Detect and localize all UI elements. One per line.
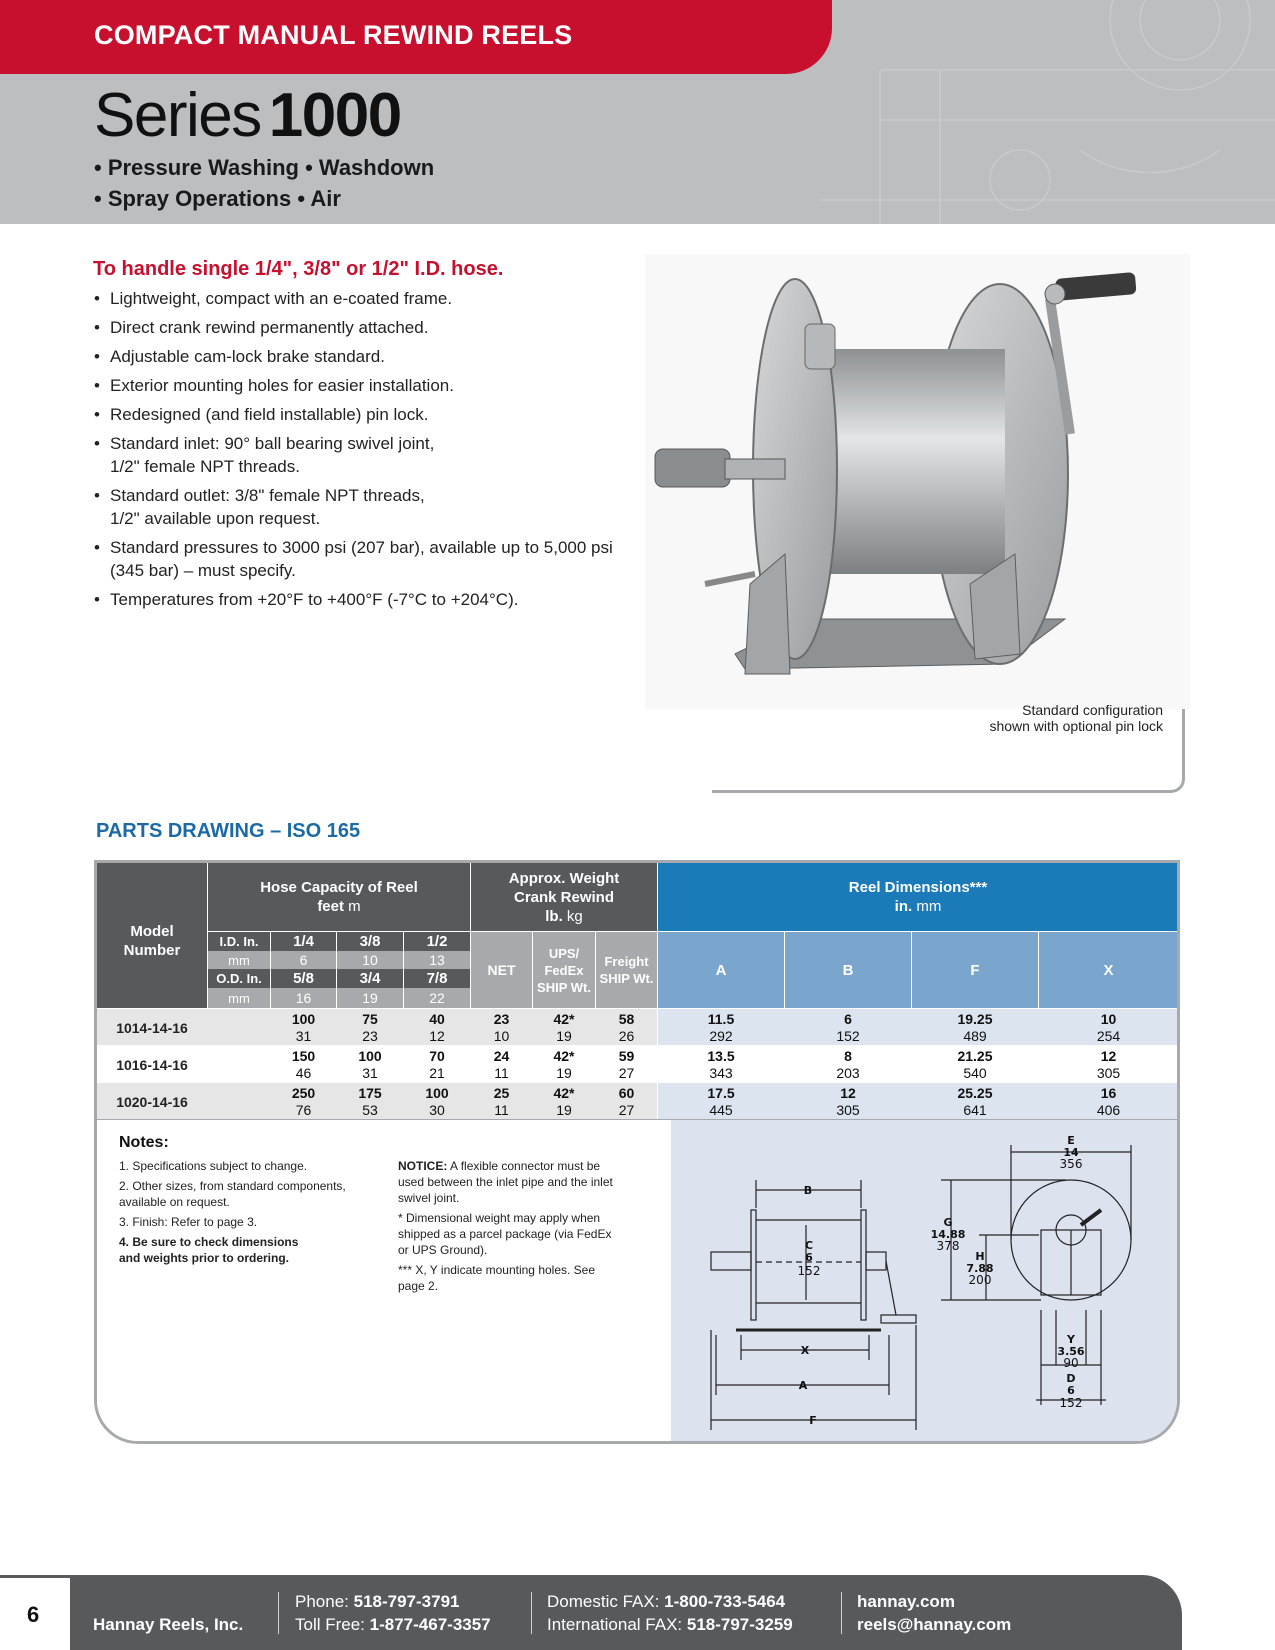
value-metric: 19 bbox=[556, 1027, 572, 1044]
value-metric: 305 bbox=[836, 1101, 860, 1118]
dimension-drawing-svg bbox=[671, 1120, 1180, 1444]
notes-right-column bbox=[398, 1158, 623, 1294]
value-imperial: 25 bbox=[493, 1084, 510, 1101]
hose-capacity-cell bbox=[404, 1046, 470, 1083]
dim-label-c: C bbox=[804, 1239, 814, 1252]
model-number-cell: 1016-14-16 bbox=[116, 1056, 188, 1073]
weight-cell bbox=[471, 1083, 532, 1120]
features-list bbox=[94, 287, 634, 617]
value-imperial: 13.5 bbox=[707, 1047, 735, 1064]
value-metric: 10 bbox=[493, 1027, 510, 1044]
dim-col-header: B bbox=[785, 932, 911, 1008]
value-imperial: 100 bbox=[425, 1084, 449, 1101]
feature-item: • Temperatures from +20°F to +400°F (-7°C to +204°C). bbox=[94, 588, 634, 611]
banner-title: COMPACT MANUAL REWIND REELS bbox=[94, 20, 573, 50]
hose-id-in: 3/8 bbox=[337, 932, 403, 951]
tollfree-line bbox=[295, 1615, 491, 1635]
dimension-cell bbox=[1039, 1046, 1178, 1083]
footer-bar bbox=[0, 1575, 1182, 1650]
hose-od-mm: 22 bbox=[404, 988, 470, 1008]
model-number-header bbox=[97, 863, 207, 1008]
id-in-label: I.D. In. bbox=[208, 932, 270, 951]
net-weight-header: NET bbox=[471, 932, 532, 1008]
value-imperial: 100 bbox=[358, 1047, 382, 1064]
dim-label-b: B bbox=[803, 1184, 813, 1197]
dimension-cell bbox=[1039, 1009, 1178, 1046]
hose-od-in: 7/8 bbox=[404, 969, 470, 988]
international-fax-label: International FAX: bbox=[547, 1615, 683, 1634]
weight-cell bbox=[533, 1083, 595, 1120]
dim-label-h: H bbox=[975, 1250, 985, 1263]
feature-item: • Exterior mounting holes for easier installation. bbox=[94, 374, 634, 397]
domestic-fax-number: 1-800-733-5464 bbox=[664, 1592, 786, 1611]
hose-capacity-cell bbox=[337, 1009, 403, 1046]
notes-area bbox=[97, 1120, 671, 1444]
company-name: Hannay Reels, Inc. bbox=[93, 1615, 244, 1634]
dim-units bbox=[895, 897, 942, 916]
feature-item: • Lightweight, compact with an e-coated frame. bbox=[94, 287, 634, 310]
hose-id-mm: 10 bbox=[337, 951, 403, 969]
caption-line-1: Standard configuration bbox=[1022, 702, 1163, 718]
model-number-cell: 1020-14-16 bbox=[116, 1093, 188, 1110]
weight-cell bbox=[596, 1009, 657, 1046]
value-metric: 19 bbox=[556, 1064, 572, 1081]
dimension-cell bbox=[785, 1009, 911, 1046]
value-imperial: 6 bbox=[844, 1010, 852, 1027]
weight-cell bbox=[471, 1009, 532, 1046]
feature-item: • Standard pressures to 3000 psi (207 bar), available up to 5,000 psi (345 bar) – must specify. bbox=[94, 536, 620, 582]
value-imperial: 42* bbox=[553, 1047, 575, 1064]
value-metric: 203 bbox=[836, 1064, 860, 1081]
value-imperial: 25.25 bbox=[957, 1084, 993, 1101]
dim-label-g-mm: 378 bbox=[936, 1239, 960, 1253]
phone-line bbox=[295, 1592, 460, 1612]
value-metric: 31 bbox=[295, 1027, 312, 1044]
model-header-text: Model Number bbox=[123, 922, 181, 959]
dim-label-d: D bbox=[1066, 1372, 1076, 1385]
dim-label-y-in: 3.56 bbox=[1057, 1345, 1085, 1358]
value-imperial: 23 bbox=[493, 1010, 510, 1027]
dim-label-d-mm: 152 bbox=[1059, 1396, 1083, 1410]
value-imperial: 10 bbox=[1100, 1010, 1117, 1027]
tollfree-label: Toll Free: bbox=[295, 1615, 365, 1634]
tollfree-number[interactable]: 1-877-467-3357 bbox=[369, 1615, 491, 1634]
weight-header bbox=[471, 863, 657, 931]
value-imperial: 11.5 bbox=[707, 1010, 735, 1027]
value-metric: 31 bbox=[362, 1064, 378, 1081]
dim-label-f: F bbox=[809, 1414, 817, 1427]
value-metric: 305 bbox=[1096, 1064, 1121, 1081]
model-number-cell: 1014-14-16 bbox=[116, 1019, 188, 1036]
value-metric: 152 bbox=[836, 1027, 860, 1044]
page-number: 6 bbox=[27, 1602, 40, 1627]
value-metric: 11 bbox=[494, 1101, 509, 1118]
dim-label-c-mm: 152 bbox=[797, 1264, 821, 1278]
value-metric: 292 bbox=[709, 1027, 733, 1044]
domestic-fax-label: Domestic FAX: bbox=[547, 1592, 660, 1611]
value-metric: 406 bbox=[1096, 1101, 1121, 1118]
reel-dimensions-header bbox=[658, 863, 1178, 931]
hose-capacity-cell bbox=[337, 1083, 403, 1120]
hose-capacity-cell bbox=[337, 1046, 403, 1083]
dimension-cell bbox=[1039, 1083, 1178, 1120]
notice-label: NOTICE: bbox=[398, 1159, 448, 1173]
value-metric: 254 bbox=[1096, 1027, 1121, 1044]
value-metric: 19 bbox=[556, 1101, 572, 1118]
value-metric: 27 bbox=[618, 1064, 635, 1081]
value-metric: 540 bbox=[963, 1064, 987, 1081]
dim-label-g: G bbox=[943, 1216, 953, 1229]
dim-label-d-in: 6 bbox=[1067, 1384, 1075, 1397]
value-imperial: 42* bbox=[553, 1084, 575, 1101]
hose-units bbox=[317, 897, 360, 916]
footer-divider bbox=[531, 1592, 532, 1634]
dim-label-e-in: 14 bbox=[1063, 1146, 1079, 1159]
value-metric: 27 bbox=[618, 1101, 635, 1118]
value-imperial: 150 bbox=[291, 1047, 316, 1064]
reel-product-photo bbox=[645, 254, 1190, 709]
phone-number[interactable]: 518-797-3791 bbox=[353, 1592, 460, 1611]
value-imperial: 16 bbox=[1100, 1084, 1117, 1101]
value-imperial: 75 bbox=[362, 1010, 378, 1027]
applications-line-1: • Pressure Washing • Washdown bbox=[94, 155, 435, 180]
value-imperial: 59 bbox=[618, 1047, 635, 1064]
dim-col-header: F bbox=[912, 932, 1038, 1008]
value-metric: 46 bbox=[295, 1064, 312, 1081]
value-metric: 21 bbox=[429, 1064, 445, 1081]
dimension-drawing bbox=[671, 1120, 1180, 1444]
series-word: Series bbox=[94, 81, 261, 150]
specs-panel bbox=[94, 860, 1180, 1444]
dimension-cell bbox=[912, 1046, 1038, 1083]
weight-units-lb: lb. bbox=[545, 907, 563, 925]
dimension-cell bbox=[785, 1083, 911, 1120]
dim-label-y: Y bbox=[1067, 1333, 1075, 1346]
value-imperial: 42* bbox=[553, 1010, 575, 1027]
value-metric: 23 bbox=[362, 1027, 378, 1044]
reel-sketch-background bbox=[820, 0, 1275, 224]
dimension-cell bbox=[658, 1009, 784, 1046]
value-metric: 53 bbox=[362, 1101, 378, 1118]
weight-units-kg: kg bbox=[566, 907, 583, 925]
dim-weight-note: * Dimensional weight may apply when shipped as a parcel package (via FedEx or UPS Ground). bbox=[398, 1211, 612, 1257]
hose-capacity-cell bbox=[271, 1046, 336, 1083]
weight-cell bbox=[533, 1009, 595, 1046]
notice bbox=[398, 1158, 623, 1206]
dim-col-header: X bbox=[1039, 932, 1178, 1008]
international-fax-number: 518-797-3259 bbox=[686, 1615, 793, 1634]
value-imperial: 40 bbox=[429, 1010, 445, 1027]
dimension-cell bbox=[658, 1083, 784, 1120]
hose-od-in: 3/4 bbox=[337, 969, 403, 988]
od-mm-label: mm bbox=[208, 988, 270, 1008]
note-item: 1. Specifications subject to change. bbox=[119, 1159, 308, 1173]
value-metric: 343 bbox=[709, 1064, 733, 1081]
note-item: 2. Other sizes, from standard components, available on request. bbox=[119, 1179, 346, 1209]
dim-label-h-in: 7.88 bbox=[966, 1262, 994, 1275]
note-item: 4. Be sure to check dimensions and weights prior to ordering. bbox=[119, 1235, 299, 1265]
value-metric: 489 bbox=[963, 1027, 987, 1044]
domestic-fax-line bbox=[547, 1592, 785, 1612]
hose-id-in: 1/2 bbox=[404, 932, 470, 951]
hose-id-mm: 13 bbox=[404, 951, 470, 969]
hose-capacity-cell bbox=[404, 1083, 470, 1120]
hose-id-in: 1/4 bbox=[271, 932, 336, 951]
international-fax-line bbox=[547, 1615, 793, 1635]
value-imperial: 70 bbox=[429, 1047, 445, 1064]
hose-units-m: m bbox=[348, 898, 361, 915]
hose-capacity-cell bbox=[271, 1083, 336, 1120]
footer-divider bbox=[278, 1592, 279, 1634]
feature-item: • Redesigned (and field installable) pin lock. bbox=[94, 403, 634, 426]
value-imperial: 17.5 bbox=[707, 1084, 735, 1101]
hose-capacity-cell bbox=[271, 1009, 336, 1046]
value-metric: 11 bbox=[494, 1064, 509, 1081]
weight-cell bbox=[596, 1046, 657, 1083]
series-number: 1000 bbox=[268, 81, 401, 150]
dimension-cell bbox=[912, 1009, 1038, 1046]
ups-weight-header: UPS/ FedEx SHIP Wt. bbox=[533, 932, 595, 1008]
od-in-label: O.D. In. bbox=[208, 969, 270, 988]
dimension-cell bbox=[785, 1046, 911, 1083]
value-imperial: 60 bbox=[618, 1084, 635, 1101]
feature-item: • Adjustable cam-lock brake standard. bbox=[94, 345, 634, 368]
photo-caption bbox=[860, 702, 1163, 734]
value-imperial: 58 bbox=[618, 1010, 635, 1027]
value-imperial: 21.25 bbox=[957, 1047, 993, 1064]
mounting-holes-note: *** X, Y indicate mounting holes. See page 2. bbox=[398, 1263, 596, 1293]
series-title bbox=[94, 80, 401, 151]
dim-label-g-in: 14.88 bbox=[930, 1228, 966, 1241]
weight-cell bbox=[471, 1046, 532, 1083]
footer-divider bbox=[841, 1592, 842, 1634]
value-metric: 12 bbox=[429, 1027, 445, 1044]
feature-item: • Standard outlet: 3/8" female NPT threads, 1/2" available upon request. bbox=[94, 484, 450, 530]
features-heading: To handle single 1/4", 3/8" or 1/2" I.D. hose. bbox=[93, 258, 504, 280]
dim-label-x: X bbox=[800, 1344, 810, 1357]
value-imperial: 19.25 bbox=[957, 1010, 993, 1027]
hose-od-mm: 19 bbox=[337, 988, 403, 1008]
hose-od-mm: 16 bbox=[271, 988, 336, 1008]
feature-item: • Standard inlet: 90° ball bearing swivel joint, 1/2" female NPT threads. bbox=[94, 432, 450, 478]
caption-line-2: shown with optional pin lock bbox=[989, 718, 1163, 734]
hose-units-ft: feet bbox=[317, 898, 344, 915]
dim-units-in: in. bbox=[894, 898, 913, 915]
value-metric: 76 bbox=[295, 1101, 312, 1118]
weight-header-text: Approx. Weight bbox=[508, 869, 620, 887]
hose-capacity-header bbox=[208, 863, 470, 931]
dim-header-text: Reel Dimensions*** bbox=[848, 879, 988, 896]
email-link[interactable]: reels@hannay.com bbox=[857, 1615, 1012, 1634]
value-imperial: 100 bbox=[291, 1010, 316, 1027]
value-imperial: 24 bbox=[493, 1047, 510, 1064]
notice-text: A flexible connector must be used between the inlet pipe and the inlet swivel joint. bbox=[398, 1159, 613, 1205]
phone-label: Phone: bbox=[295, 1592, 349, 1611]
dimension-cell bbox=[912, 1083, 1038, 1120]
weight-units bbox=[545, 907, 583, 926]
dim-label-e-mm: 356 bbox=[1059, 1157, 1083, 1171]
value-imperial: 8 bbox=[844, 1047, 852, 1064]
value-imperial: 250 bbox=[291, 1084, 316, 1101]
value-metric: 445 bbox=[709, 1101, 733, 1118]
hose-od-in: 5/8 bbox=[271, 969, 336, 988]
hose-capacity-cell bbox=[404, 1009, 470, 1046]
value-imperial: 12 bbox=[1100, 1047, 1117, 1064]
website-link[interactable]: hannay.com bbox=[857, 1592, 955, 1611]
id-mm-label: mm bbox=[208, 951, 270, 969]
value-metric: 30 bbox=[429, 1101, 445, 1118]
parts-drawing-heading: PARTS DRAWING – ISO 165 bbox=[96, 820, 361, 842]
dimension-cell bbox=[658, 1046, 784, 1083]
dim-label-y-mm: 90 bbox=[1063, 1356, 1079, 1370]
dim-units-mm: mm bbox=[916, 898, 942, 915]
hose-id-mm: 6 bbox=[271, 951, 336, 969]
notes-list bbox=[119, 1158, 359, 1266]
weight-cell bbox=[596, 1083, 657, 1120]
value-metric: 641 bbox=[963, 1101, 987, 1118]
dim-label-a: A bbox=[798, 1379, 808, 1392]
dim-label-e: E bbox=[1067, 1134, 1075, 1147]
hose-header-text: Hose Capacity of Reel bbox=[260, 879, 418, 896]
dim-col-header: A bbox=[658, 932, 784, 1008]
weight-sub-text: Crank Rewind bbox=[513, 888, 615, 906]
note-item: 3. Finish: Refer to page 3. bbox=[119, 1215, 258, 1229]
value-metric: 26 bbox=[618, 1027, 635, 1044]
weight-cell bbox=[533, 1046, 595, 1083]
freight-weight-header: Freight SHIP Wt. bbox=[596, 932, 657, 1008]
value-imperial: 12 bbox=[840, 1084, 856, 1101]
dim-label-c-in: 6 bbox=[805, 1251, 813, 1264]
feature-item: • Direct crank rewind permanently attached. bbox=[94, 316, 634, 339]
dim-label-h-mm: 200 bbox=[968, 1273, 992, 1287]
notes-title: Notes: bbox=[119, 1134, 169, 1151]
applications-line-2: • Spray Operations • Air bbox=[94, 186, 341, 211]
value-imperial: 175 bbox=[358, 1084, 382, 1101]
